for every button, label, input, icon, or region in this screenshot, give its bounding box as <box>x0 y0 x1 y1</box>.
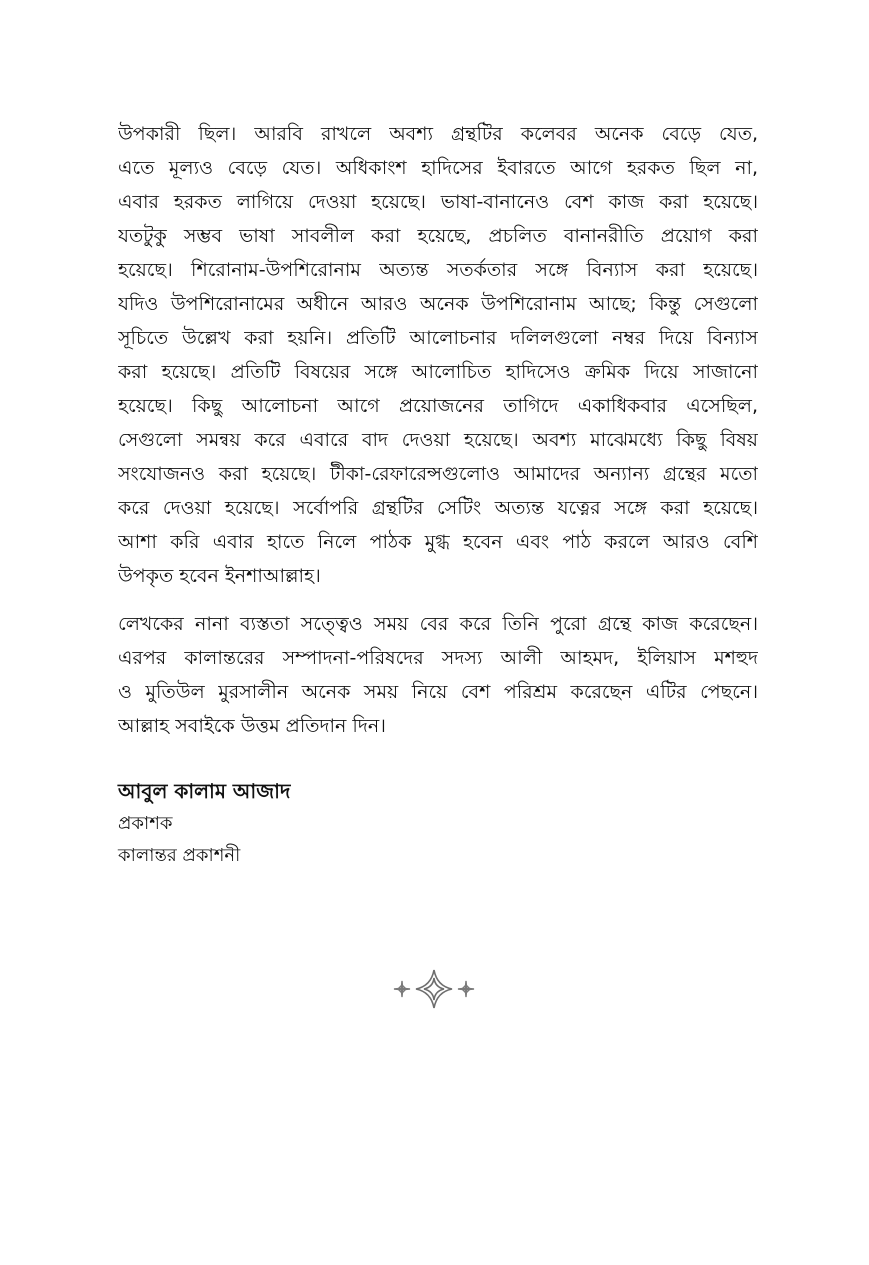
text-line: সেগুলো সমন্বয় করে এবারে বাদ দেওয়া হয়েছে। অবশ্য মাঝেমধ্যে কিছু বিষয় <box>118 429 758 451</box>
text-line: হয়েছে। কিছু আলোচনা আগে প্রয়োজনের তাগিদে একাধিকবার এসেছিল, <box>118 395 758 417</box>
text-line: সূচিতে উল্লেখ করা হয়নি। প্রতিটি আলোচনার দলিলগুলো নম্বর দিয়ে বিন্যাস <box>118 327 758 349</box>
text-line: ও মুতিউল মুরসালীন অনেক সময় নিয়ে বেশ পরিশ্রম করেছেন এটির পেছনে। <box>118 681 758 703</box>
signature-block <box>118 774 518 872</box>
text-line: এরপর কালান্তরের সম্পাদনা-পরিষদের সদস্য আলী আহমদ, ইলিয়াস মশহুদ <box>118 647 758 669</box>
text-line: লেখকের নানা ব্যস্ততা সত্ত্বেও সময় বের করে তিনি পুরো গ্রন্থে কাজ করেছেন। <box>118 613 758 635</box>
text-line: আল্লাহ সবাইকে উত্তম প্রতিদান দিন। <box>118 715 386 737</box>
text-line: যতটুকু সম্ভব ভাষা সাবলীল করা হয়েছে, প্রচলিত বানানরীতি প্রয়োগ করা <box>118 225 758 247</box>
text-line: করে দেওয়া হয়েছে। সর্বোপরি গ্রন্থটির সেটিং অত্যন্ত যত্নের সঙ্গে করা হয়েছে। <box>118 497 758 519</box>
text-line: করা হয়েছে। প্রতিটি বিষয়ের সঙ্গে আলোচিত হাদিসেও ক্রমিক দিয়ে সাজানো <box>118 361 758 383</box>
diamond-star-ornament-icon <box>384 964 484 1014</box>
paragraph-1 <box>118 117 758 593</box>
signatory-name: আবুল কালাম আজাদ <box>118 779 291 803</box>
paragraph-2 <box>118 607 758 743</box>
text-line: এতে মূল্যও বেড়ে যেত। অধিকাংশ হাদিসের ইবারতে আগে হরকত ছিল না, <box>118 157 758 179</box>
text-line: সংযোজনও করা হয়েছে। টীকা-রেফারেন্সগুলোও আমাদের অন্যান্য গ্রন্থের মতো <box>118 463 758 485</box>
text-line: এবার হরকত লাগিয়ে দেওয়া হয়েছে। ভাষা-বানানেও বেশ কাজ করা হয়েছে। <box>118 191 758 213</box>
signatory-role: প্রকাশক <box>118 813 173 834</box>
text-line: হয়েছে। শিরোনাম-উপশিরোনাম অত্যন্ত সতর্কতার সঙ্গে বিন্যাস করা হয়েছে। <box>118 259 758 281</box>
publisher-name: কালান্তর প্রকাশনী <box>118 845 241 866</box>
body-text <box>118 117 758 743</box>
paragraph-gap <box>118 593 758 607</box>
text-line: উপকৃত হবেন ইনশাআল্লাহ। <box>118 565 321 587</box>
text-line: উপকারী ছিল। আরবি রাখলে অবশ্য গ্রন্থটির কলেবর অনেক বেড়ে যেত, <box>118 123 758 145</box>
text-line: যদিও উপশিরোনামের অধীনে আরও অনেক উপশিরোনাম আছে; কিন্তু সেগুলো <box>118 293 758 315</box>
text-line: আশা করি এবার হাতে নিলে পাঠক মুগ্ধ হবেন এবং পাঠ করলে আরও বেশি <box>118 531 758 553</box>
